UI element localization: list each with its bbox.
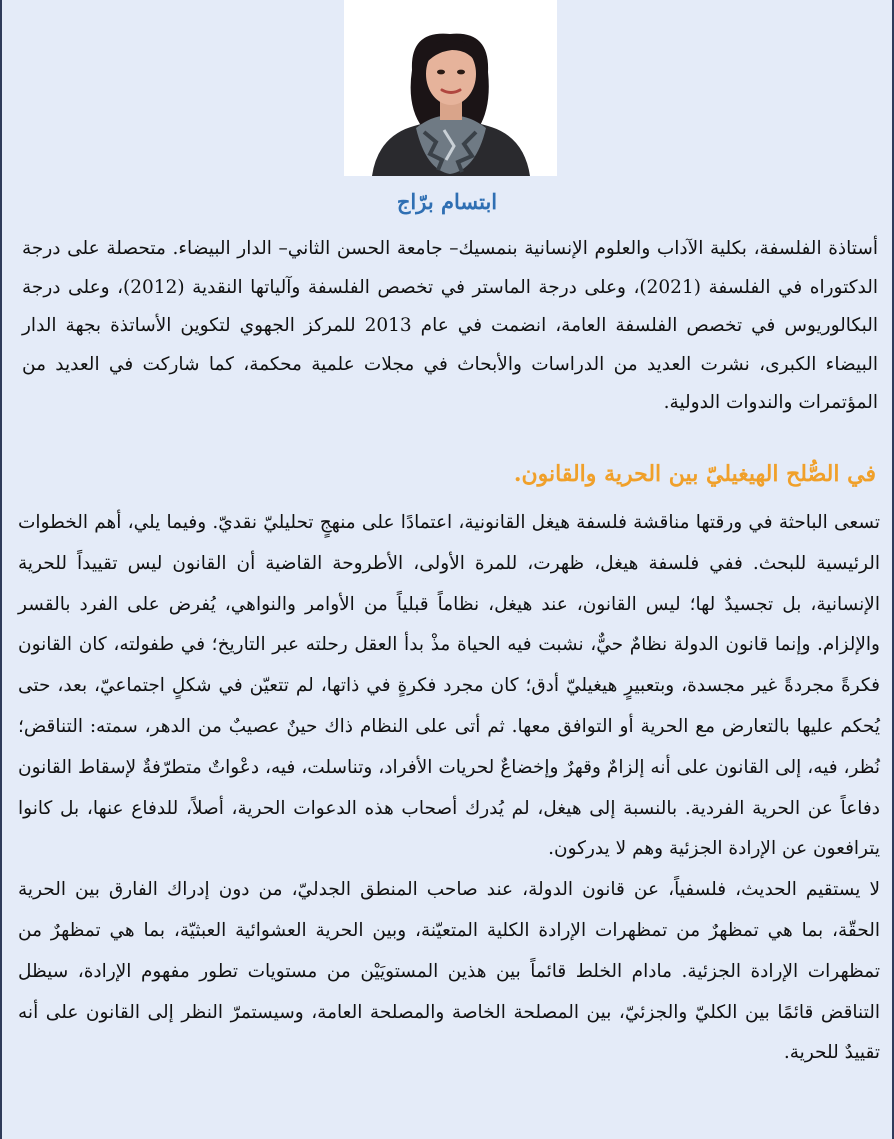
author-photo (344, 0, 557, 176)
author-name: ابتسام برّاج (396, 189, 498, 214)
article-body (18, 503, 880, 1074)
article-title: في الصُّلح الهيغيليّ بين الحرية والقانون. (513, 461, 876, 487)
article-paragraph: تسعى الباحثة في ورقتها مناقشة فلسفة هيغل القانونية، اعتمادًا على منهجٍ تحليليّ نقديّ. وفيما يلي، أهم الخطوات الرئيسية للبحث. ففي فلسفة هيغل، ظهرت، للمرة الأولى، الأطروحة القاضية أن القانون ليس تقييداً للحرية الإنسانية، بل تجسيدٌ لها؛ ليس القانون، عند هيغل، نظاماً قبلياً من الأوامر والنواهي، يُفرض على الفرد بالقسر والإلزام. وإنما قانون الدولة نظامٌ حيٌّ، نشبت فيه الحياة مذْ بدأ العقل رحلته عبر التاريخ؛ في طفولته، كان القانون فكرةً مجردةً غير مجسدة، وبتعبيرٍ هيغيليّ أدق؛ كان مجرد فكرةٍ في ذاتها، لم تتعيّن في شكلٍ اجتماعيّ، بعد، حتى يُحكم عليها بالتعارض مع الحرية أو التوافق معها. ثم أتى على النظام ذاك حينٌ عصيبٌ من الدهر، سمته: التناقض؛ نُظر، فيه، إلى القانون على أنه إلزامٌ وقهرٌ وإخضاعٌ لحريات الأفراد، وتناسلت، فيه، دعْواتٌ متطرّفةٌ لإسقاط القانون دفاعاً عن الحرية الفردية. بالنسبة إلى هيغل، لم يُدرك أصحاب هذه الدعوات الحرية، أصلاً، للدفاع عنها، بل كانوا يترافعون عن الإرادة الجزئية وهم لا يدركون. (18, 512, 880, 860)
article-page (2, 0, 892, 1139)
article-paragraph: لا يستقيم الحديث، فلسفياً، عن قانون الدولة، عند صاحب المنطق الجدليّ، من دون إدراك الفارق بين الحرية الحقّة، بما هي تمظهرٌ من تمظهرات الإرادة الكلية المتعيّنة، وبين الحرية العشوائية العبثيّة، بما هي تمظهرٌ من تمظهرات الإرادة الجزئية. مادام الخلط قائماً بين هذين المستويَيْن من مستويات تطور مفهوم الإرادة، سيظل التناقض قائمًا بين الكليّ والجزئيّ، بين المصلحة الخاصة والمصلحة العامة، وسيستمرّ النظر إلى القانون على أنه تقييدٌ للحرية. (18, 879, 880, 1064)
author-bio: أستاذة الفلسفة، بكلية الآداب والعلوم الإنسانية بنمسيك– جامعة الحسن الثاني– الدار البيضاء. متحصلة على درجة الدكتوراه في الفلسفة (2021)، وعلى درجة الماستر في تخصص الفلسفة وآلياتها النقدية (2012)، وعلى درجة البكالوريوس في تخصص الفلسفة العامة، انضمت في عام 2013 للمركز الجهوي لتكوين الأساتذة بجهة الدار البيضاء الكبرى، نشرت العديد من الدراسات والأبحاث في مجلات علمية محكمة، كما شاركت في العديد من المؤتمرات والندوات الدولية. (22, 238, 878, 413)
author-portrait-icon (344, 0, 557, 176)
